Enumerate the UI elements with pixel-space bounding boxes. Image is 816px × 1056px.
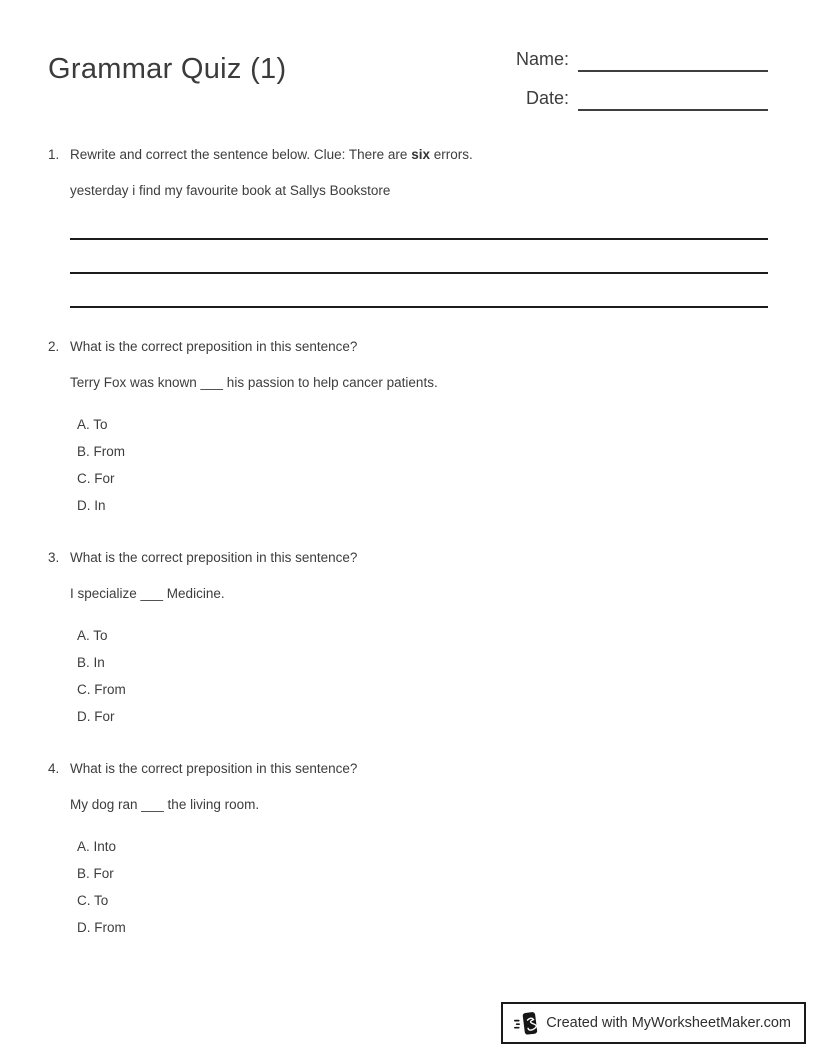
question-text: What is the correct preposition in this sentence?: [70, 761, 358, 776]
option-a: A. To: [77, 628, 108, 643]
option-d: D. From: [77, 920, 126, 935]
page-title: Grammar Quiz (1): [48, 53, 287, 85]
question-2: [48, 337, 768, 519]
header: [48, 46, 768, 111]
question-sentence: My dog ran ___ the living room.: [70, 797, 260, 812]
name-label: Name:: [515, 48, 569, 69]
option-c: C. For: [77, 471, 115, 486]
question-number: 2.: [48, 339, 60, 354]
question-text-bold: six: [411, 147, 430, 162]
option-b: B. From: [77, 444, 126, 459]
option-c: C. From: [77, 682, 126, 697]
date-blank-line: [578, 85, 768, 111]
option-a: A. To: [77, 417, 108, 432]
options-list: [70, 399, 768, 519]
worksheet-maker-credit-link[interactable]: [501, 1002, 806, 1044]
option-a: A. Into: [77, 839, 117, 854]
question-body: [70, 145, 768, 308]
question-number: 3.: [48, 550, 60, 565]
myworksheetmaker-logo-icon: [514, 1010, 538, 1037]
question-text: What is the correct preposition in this sentence?: [70, 339, 358, 354]
options-list: [70, 610, 768, 730]
question-1: [48, 145, 768, 308]
question-sentence: yesterday i find my favourite book at Sallys Bookstore: [70, 183, 391, 198]
answer-line: [70, 240, 768, 274]
option-b: B. In: [77, 655, 105, 670]
credit-text: Created with MyWorksheetMaker.com: [546, 1015, 791, 1031]
question-sentence: I specialize ___ Medicine.: [70, 586, 225, 601]
option-d: D. In: [77, 498, 106, 513]
name-blank-line: [578, 46, 768, 72]
options-list: [70, 821, 768, 941]
question-body: [70, 759, 768, 941]
question-3: [48, 548, 768, 730]
question-text: [70, 145, 768, 165]
name-row: [516, 46, 768, 72]
question-4: [48, 759, 768, 941]
name-date-block: [516, 46, 768, 111]
question-text-suffix: errors.: [429, 147, 473, 162]
question-body: [70, 548, 768, 730]
question-number: 4.: [48, 761, 60, 776]
option-b: B. For: [77, 866, 114, 881]
question-sentence: Terry Fox was known ___ his passion to help cancer patients.: [70, 375, 438, 390]
answer-lines: [70, 207, 768, 308]
question-text-prefix: Rewrite and correct the sentence below. Clue: There are: [70, 147, 412, 162]
option-c: C. To: [77, 893, 109, 908]
option-d: D. For: [77, 709, 115, 724]
date-row: [516, 85, 768, 111]
date-label: Date:: [525, 87, 569, 108]
answer-line: [70, 207, 768, 240]
question-number: 1.: [48, 147, 60, 162]
answer-line: [70, 274, 768, 308]
question-text: What is the correct preposition in this sentence?: [70, 550, 358, 565]
question-body: [70, 337, 768, 519]
